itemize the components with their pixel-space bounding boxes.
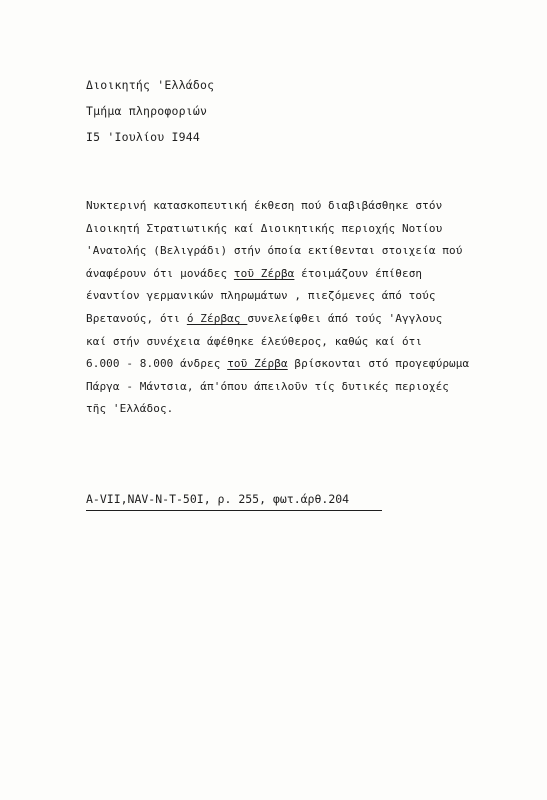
report-text: έναντίον γερμανικών πληρωμάτων , πιεζόμενες άπό τούς: [86, 289, 436, 302]
report-line: [86, 199, 442, 212]
underlined-text: τοῦ Ζέρβα: [227, 357, 288, 370]
report-text: Πάργα - Μάντσια, άπ'όπου άπειλοῦν τίς δυτικές περιοχές: [86, 380, 450, 393]
report-text: Διοικητή Στρατιωτικής καί Διοικητικής περιοχής Νοτίου: [86, 222, 443, 235]
archive-reference: A-VII,NAV-N-T-50I, ρ. 255, φωτ.άρθ.204: [86, 492, 350, 506]
report-text: άναφέρουν ότι μονάδες: [86, 267, 234, 280]
underlined-text: τοῦ Ζέρβα: [233, 267, 295, 280]
report-line: [86, 267, 422, 280]
report-line: [86, 380, 449, 393]
report-line: [86, 402, 173, 415]
underlined-text: ό Ζέρβας: [186, 312, 248, 325]
report-text: Νυκτερινή κατασκοπευτική έκθεση πού διαβιβάσθηκε στόν: [86, 199, 443, 212]
reference-underline: [86, 510, 382, 511]
report-text: 'Ανατολής (Βελιγράδι) στήν όποία εκτίθενται στοιχεία πού: [86, 244, 463, 257]
report-line: [86, 357, 469, 370]
header-date: Ι5 'Ιουλίου Ι944: [86, 130, 200, 144]
report-line: [86, 335, 422, 348]
report-text: συνελείφθει άπό τούς 'Αγγλους: [247, 312, 443, 325]
report-text: βρίσκονται στό προγεφύρωμα: [287, 357, 470, 370]
report-line: [86, 244, 462, 257]
header-command: Διοικητής 'Ελλάδος: [86, 78, 215, 92]
header-department: Τμήμα πληροφοριών: [86, 104, 208, 118]
report-text: έτοιμάζουν έπίθεση: [294, 267, 423, 280]
report-text: 6.000 - 8.000 άνδρες: [86, 357, 228, 370]
report-text: τῆς 'Ελλάδος.: [86, 402, 174, 415]
report-line: [86, 312, 442, 325]
report-line: [86, 222, 442, 235]
report-text: καί στήν συνέχεια άφέθηκε έλεύθερος, καθώς καί ότι: [86, 335, 423, 348]
report-line: [86, 289, 436, 302]
report-text: Βρετανούς, ότι: [86, 312, 187, 325]
